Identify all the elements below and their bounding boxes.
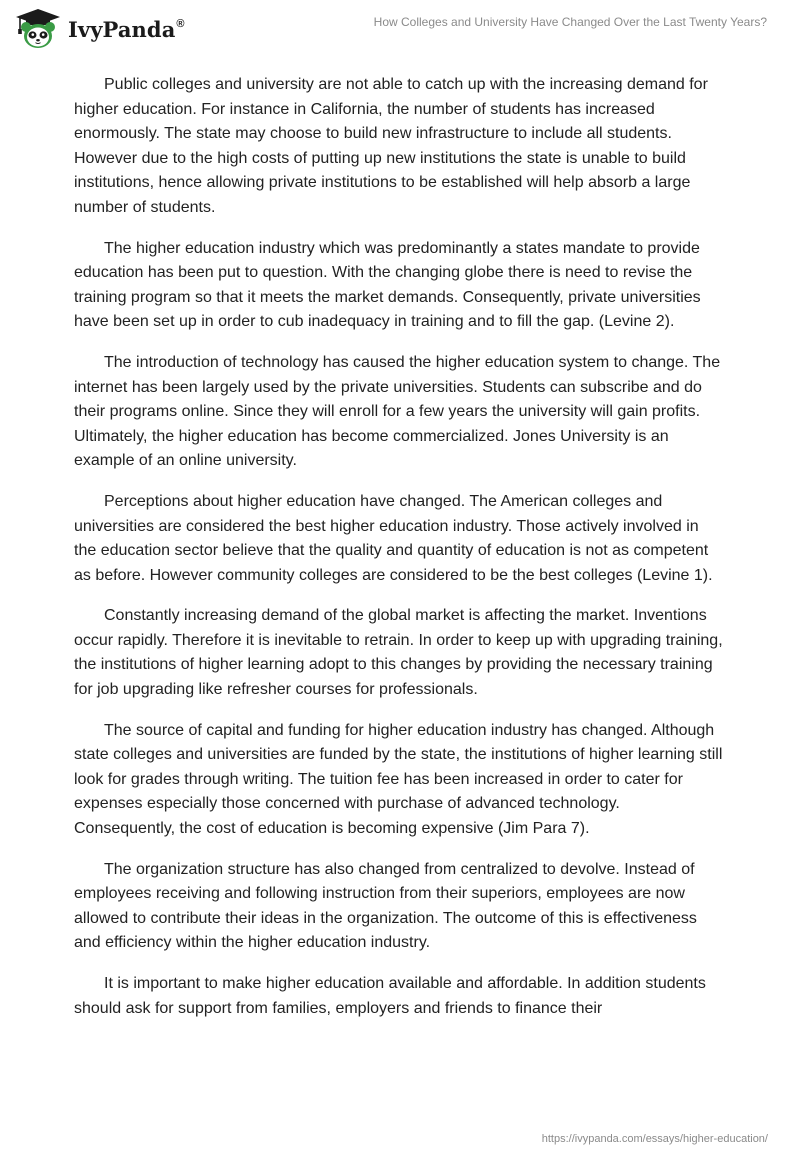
brand-name [68, 17, 185, 42]
paragraph: Perceptions about higher education have changed. The American colleges and universities are considered the best higher education industry. Those actively involved in the education sector believe that the quality and quantity of education is not as competent as before. However community colleges are considered to be the best colleges (Levine 1). [74, 492, 713, 584]
ivypanda-logo[interactable] [14, 8, 185, 50]
paragraph: The higher education industry which was predominantly a states mandate to provide education has been put to question. With the changing globe there is need to revise the training program so that it meets the market demands. Consequently, private universities have been set up in order to cub inadequacy in training and to fill the gap. (Levine 2). [74, 239, 701, 331]
brand-name-text: IvyPanda [68, 16, 176, 42]
page-header [0, 0, 800, 60]
document-title: How Colleges and University Have Changed Over the Last Twenty Years? [373, 15, 767, 29]
registered-mark: ® [176, 17, 185, 30]
paragraph: Constantly increasing demand of the global market is affecting the market. Inventions occur rapidly. Therefore it is inevitable to retrain. In order to keep up with upgrading training, the institutions of higher learning adopt to this changes by providing the necessary training for job upgrading like refresher courses for professionals. [74, 607, 723, 699]
paragraph: It is important to make higher education available and affordable. In addition students should ask for support from families, employers and friends to finance their [74, 975, 706, 1017]
source-url[interactable]: https://ivypanda.com/essays/higher-education/ [541, 1133, 768, 1145]
paragraph: The organization structure has also changed from centralized to devolve. Instead of employees receiving and following instruction from their superiors, employees are now allowed to contribute their ideas in the organization. The outcome of this is effectiveness and efficiency within the higher education industry. [74, 860, 697, 952]
paragraph: Public colleges and university are not able to catch up with the increasing demand for higher education. For instance in California, the number of students has increased enormously. The state may choose to build new infrastructure to include all students. However due to the high costs of putting up new institutions the state is unable to build institutions, hence allowing private institutions to be established will help absorb a large number of students. [74, 76, 708, 216]
paragraph: The source of capital and funding for higher education industry has changed. Although state colleges and universities are funded by the state, the institutions of higher learning still look for grades through writing. The tuition fee has been increased in order to cater for expenses especially those concerned with purchase of advanced technology. Consequently, the cost of education is becoming expensive (Jim Para 7). [74, 721, 723, 838]
essay-body [74, 73, 724, 1037]
paragraph: The introduction of technology has caused the higher education system to change. The internet has been largely used by the private universities. Students can subscribe and do their programs online. Since they will enroll for a few years the university will gain profits. Ultimately, the higher education has become commercialized. Jones University is an example of an online university. [74, 353, 721, 470]
panda-graduate-icon [14, 8, 62, 50]
